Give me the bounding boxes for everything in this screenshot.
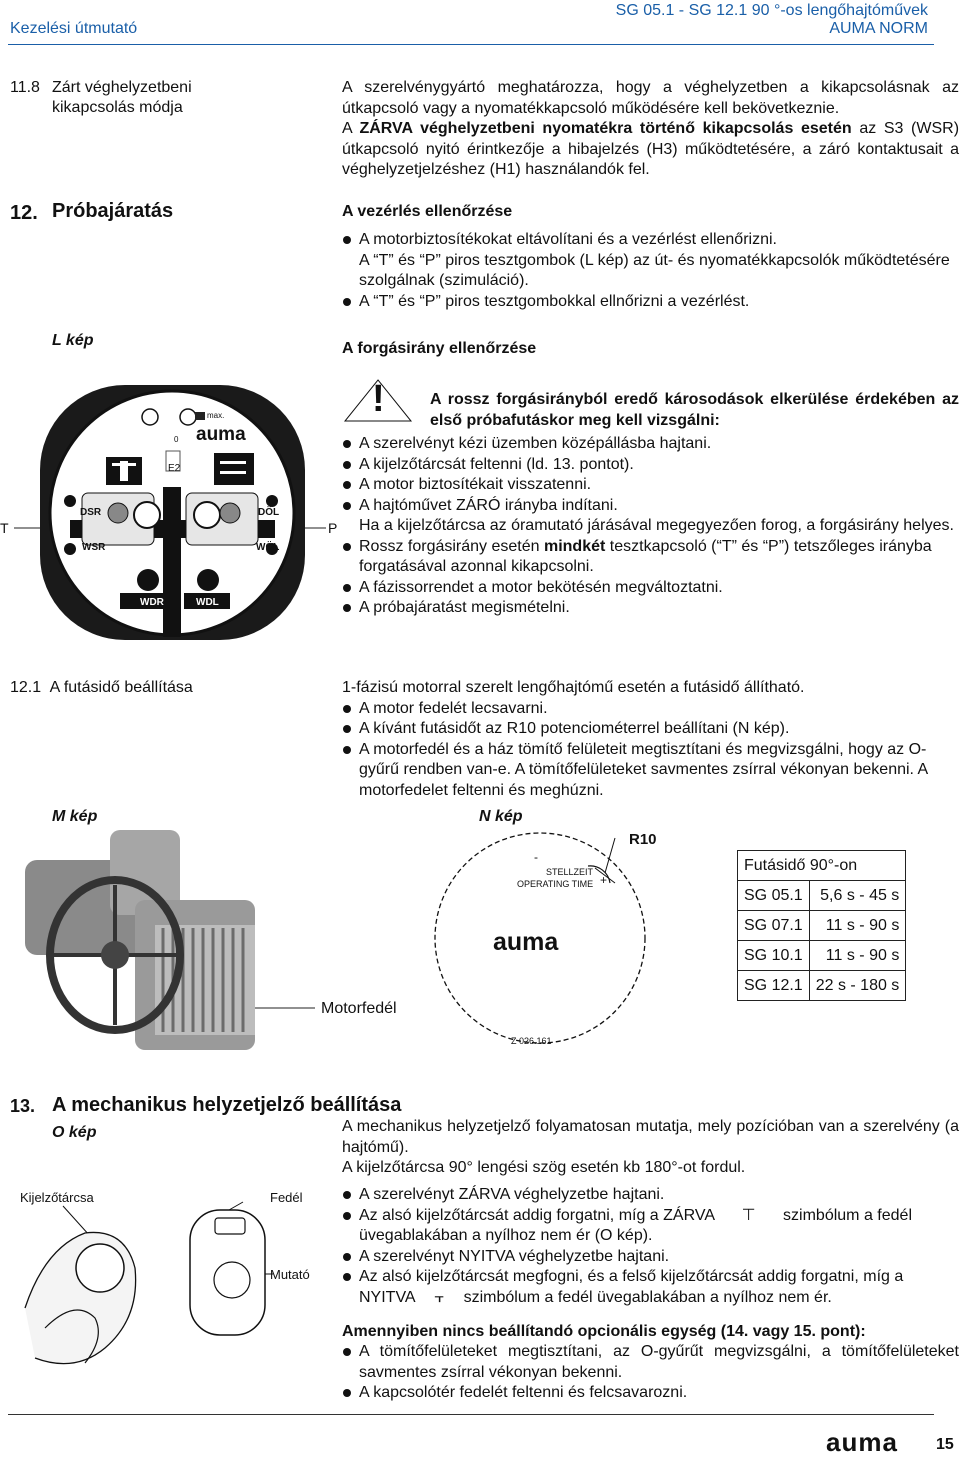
list-item-continuation: Ha a kijelzőtárcsa az óramutató járásával megegyezően forog, a forgásirány helyes. — [359, 517, 954, 534]
list-item: A szerelvényt ZÁRVA véghelyzetbe hajtani. — [342, 1185, 959, 1206]
table-cell: SG 07.1 — [738, 911, 810, 941]
warning-mark: ! — [372, 378, 385, 420]
optional-note-list — [342, 1342, 959, 1404]
figure-m — [15, 830, 335, 1060]
table-row — [738, 911, 906, 941]
runtime-table-header: Futásidő 90°-on — [738, 851, 906, 881]
table-cell: SG 12.1 — [738, 971, 810, 1001]
warning-text: A rossz forgásirányból eredő károsodások elkerülése érdekében az első próbafutáskor meg kell vizsgálni: — [430, 391, 959, 429]
footer-auma-logo: auma — [826, 1427, 898, 1457]
subheading-control-check: A vezérlés ellenőrzése — [342, 203, 513, 220]
list-item: A motorbiztosítékokat eltávolítani és a vezérlést ellenőrizni. — [342, 230, 959, 251]
operating-time-label: OPERATING TIME — [517, 879, 594, 889]
figure-l — [0, 375, 340, 645]
table-cell: 5,6 s - 45 s — [809, 881, 906, 911]
r10-label: R10 — [629, 831, 657, 848]
paragraph: A ZÁRVA véghelyzetbeni nyomatékra történő kikapcsolás esetén az S3 (WSR) útkapcsoló nyitó érintkezője a hibajelzés (H3) működtetésére, a záró kontaktusait a véghelyzetjelzéshez (H1) használandók fel. — [342, 120, 960, 178]
section-11-8-body — [342, 78, 959, 181]
table-cell: 11 s - 90 s — [809, 941, 906, 971]
list-item: A szerelvényt NYITVA véghelyzetbe hajtani. — [342, 1247, 959, 1268]
plus-sign: + — [600, 873, 608, 887]
table-cell: SG 05.1 — [738, 881, 810, 911]
list-item: A motor biztosítékait visszatenni. — [342, 475, 959, 496]
figure-l-label-p: P — [328, 520, 338, 536]
section-number: 12.1 — [10, 679, 42, 696]
list-item: Az alsó kijelzőtárcsát megfogni, és a felső kijelzőtárcsát addig forgatni, míg a NYITVA ⫟ szimbólum a fedél üvegablakában a nyílhoz nem ér. — [342, 1267, 959, 1308]
list-item: Rossz forgásirány esetén mindkét tesztkapcsoló (“T” és “P”) tetszőleges irányba forgatásával azonnal kikapcsolni. — [342, 537, 959, 578]
section-number: 11.8 — [10, 79, 40, 96]
paragraph: 1-fázisú motorral szerelt lengőhajtómű esetén a futásidő állítható. — [342, 679, 805, 696]
section-13-body — [342, 1117, 959, 1179]
stellzeit-label: STELLZEIT — [546, 867, 594, 877]
section-11-8-heading — [10, 78, 192, 118]
auma-logo: auma — [493, 928, 559, 956]
section-13-number: 13. — [10, 1096, 36, 1116]
table-cell: 11 s - 90 s — [809, 911, 906, 941]
paragraph: A szerelvénygyártó meghatározza, hogy a véghelyzetben a kikapcsolásnak az útkapcsoló vagy a nyomatékkapcsoló működésére kell bekövetkeznie. — [342, 79, 959, 117]
list-item: A tömítőfelületeket megtisztítani, az O-gyűrűt megvizsgálni, a tömítőfelületeket savmentes zsírral vékonyan bekenni. — [342, 1342, 959, 1383]
header-right-line1: SG 05.1 - SG 12.1 90 °-os lengőhajtóművek — [615, 2, 928, 19]
list-item: A kapcsolótér fedelét feltenni és felcsavarozni. — [342, 1383, 959, 1404]
list-item: Az alsó kijelzőtárcsát addig forgatni, míg a ZÁRVA ⊤ szimbólum a fedél üvegablakában a nyílhoz nem ér (O kép). — [342, 1206, 959, 1247]
list-item: A hajtóművet ZÁRÓ irányba indítani. — [342, 496, 959, 517]
figure-o-caption: O kép — [52, 1124, 97, 1141]
figure-n-caption: N kép — [479, 808, 523, 825]
indicator-drawing — [15, 1188, 335, 1378]
label-wol: WÖL — [256, 542, 280, 553]
control-check-list — [342, 230, 959, 312]
paragraph: A mechanikus helyzetjelző folyamatosan mutatja, mely pozícióban van a szerelvény (a hajtómű). — [342, 1118, 959, 1156]
table-cell: SG 10.1 — [738, 941, 810, 971]
section-title: A futásidő beállítása — [49, 679, 193, 696]
section-12-title: Próbajáratás — [52, 200, 174, 222]
list-item: A motor fedelét lecsavarni. — [342, 699, 959, 720]
section-12-1-heading — [10, 678, 193, 698]
label-e2: E2 — [168, 463, 181, 474]
label-zero: 0 — [174, 435, 179, 444]
cover-label: Fedél — [270, 1190, 303, 1205]
page-number: 15 — [936, 1436, 954, 1453]
section-12-number: 12. — [10, 202, 38, 224]
list-item: A próbajáratást megismételni. — [342, 598, 959, 619]
runtime-table — [737, 850, 906, 1001]
control-unit-drawing — [0, 375, 340, 645]
drawing-code: Z 026.161 — [511, 1036, 552, 1046]
figure-l-label-t: T — [0, 520, 9, 536]
figure-o — [15, 1188, 335, 1378]
list-item-continuation: A “T” és “P” piros tesztgombok (L kép) az út- és nyomatékkapcsolók működtetésére szolgálnak (szimuláció). — [359, 251, 950, 289]
list-item: A kívánt futásidőt az R10 potenciométerrel beállítani (N kép). — [342, 719, 959, 740]
section-12-1-body — [342, 678, 959, 801]
motor-cover-label: Motorfedél — [321, 1000, 397, 1017]
dial-label: Kijelzőtárcsa — [20, 1190, 94, 1205]
figure-n — [410, 828, 660, 1048]
list-item: A “T” és “P” piros tesztgombokkal ellnőrizni a vezérlést. — [342, 292, 959, 313]
table-row — [738, 941, 906, 971]
paragraph: A kijelzőtárcsa 90° lengési szög esetén kb 180°-ot fordul. — [342, 1159, 746, 1176]
table-cell: 22 s - 180 s — [809, 971, 906, 1001]
list-item: A kijelzőtárcsát feltenni (ld. 13. pontot). — [342, 455, 959, 476]
closed-symbol-icon: ⊤ — [741, 1206, 756, 1224]
header-left: Kezelési útmutató — [10, 20, 138, 37]
footer-rule — [8, 1414, 934, 1415]
table-row — [738, 971, 906, 1001]
label-max: max. — [207, 411, 225, 420]
subheading-rotation-check: A forgásirány ellenőrzése — [342, 340, 537, 357]
optional-note-heading: Amennyiben nincs beállítandó opcionális egység (14. vagy 15. pont): — [342, 1323, 866, 1340]
label-dsr: DSR — [80, 507, 102, 518]
table-row — [738, 881, 906, 911]
section-13-title: A mechanikus helyzetjelző beállítása — [52, 1094, 402, 1116]
list-item: A szerelvényt kézi üzemben középállásba hajtani. — [342, 434, 959, 455]
pointer-label: Mutató — [270, 1267, 310, 1282]
label-wdl: WDL — [196, 597, 219, 608]
header-rule — [8, 44, 934, 45]
label-wdr: WDR — [140, 597, 164, 608]
section-title-line1: Zárt véghelyzetbeni — [52, 79, 192, 96]
minus-sign: - — [534, 850, 538, 864]
auma-logo: auma — [196, 424, 246, 445]
section-13-list — [342, 1185, 959, 1308]
label-dol: DÖL — [258, 507, 280, 518]
open-symbol-icon: ⫟ — [434, 1288, 445, 1306]
section-title-line2: kikapcsolás módja — [52, 99, 183, 116]
figure-l-caption: L kép — [52, 332, 94, 349]
header-right-line2: AUMA NORM — [829, 20, 928, 37]
list-item: A motorfedél és a ház tömítő felületeit megtisztítani és megvizsgálni, hogy az O-gyűrű rendben van-e. A tömítőfelületeket savmentes zsírral vékonyan bekenni. A motorfedelet feltenni és meghúzni. — [342, 740, 959, 802]
figure-m-caption: M kép — [52, 808, 98, 825]
warning-icon — [342, 377, 414, 428]
actuator-photo — [15, 830, 335, 1060]
rotation-check-list — [342, 434, 959, 619]
label-wsr: WSR — [82, 542, 106, 553]
list-item: A fázissorrendet a motor bekötésén megváltoztatni. — [342, 578, 959, 599]
